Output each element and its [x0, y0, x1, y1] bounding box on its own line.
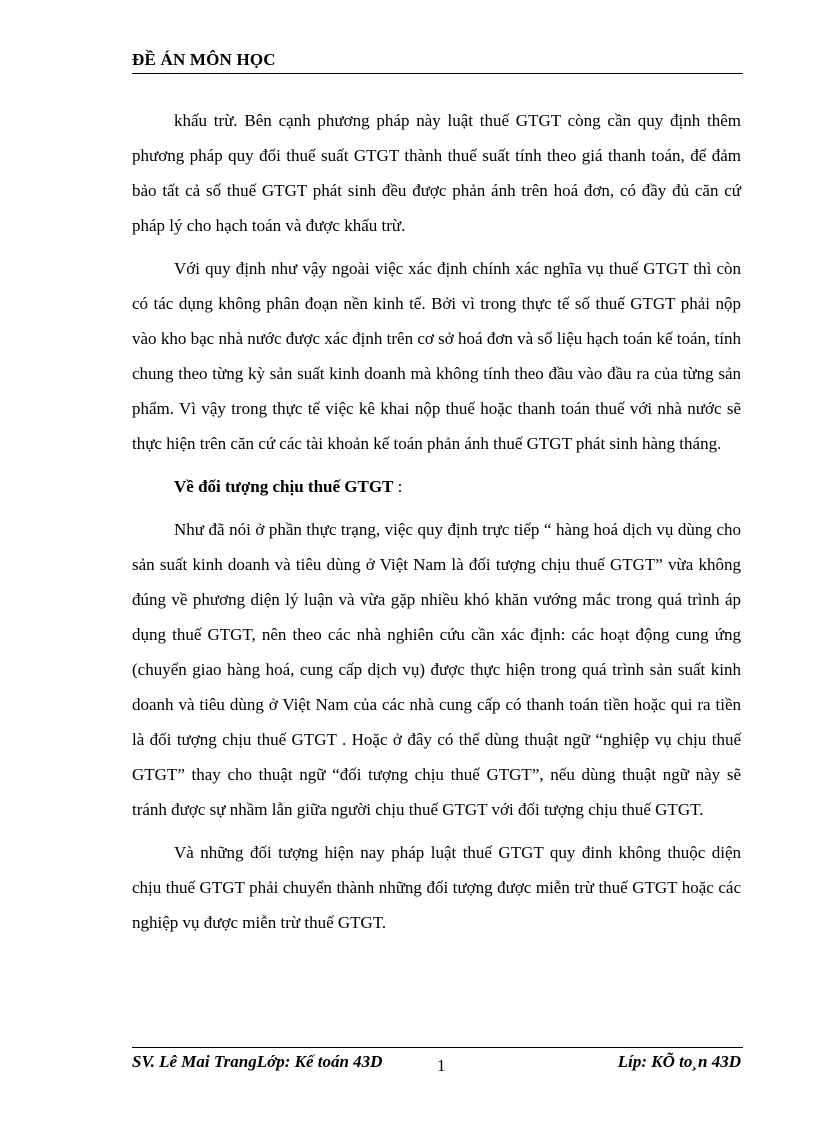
page-number: 1 — [437, 1056, 446, 1075]
footer-class-info: Líp: KÕ to¸n 43D — [617, 1052, 741, 1071]
document-body — [132, 103, 741, 948]
footer-divider — [132, 1047, 743, 1048]
header-divider — [132, 73, 743, 74]
section-heading-colon: : — [393, 477, 403, 496]
paragraph-1: khấu trừ. Bên cạnh phương pháp này luật thuế GTGT còng cần quy định thêm phương pháp quy đổi thuế suất GTGT thành thuế suất tính theo giá thanh toán, để đảm bảo tất cả số thuế GTGT phát sinh đều được phản ánh trên hoá đơn, có đầy đủ căn cứ pháp lý cho hạch toán và được khấu trừ. — [132, 111, 741, 235]
section-heading — [132, 469, 741, 504]
section-heading-text: Về đối tượng chịu thuế GTGT — [174, 477, 394, 496]
document-header-title: ĐỀ ÁN MÔN HỌC — [132, 50, 276, 69]
paragraph-3: Như đã nói ở phần thực trạng, việc quy định trực tiếp “ hàng hoá dịch vụ dùng cho sản suất kinh doanh và tiêu dùng ở Việt Nam là đối tượng chịu thuế GTGT” vừa không đúng về phương diện lý luận và vừa gặp nhiều khó khăn vướng mắc trong quá trình áp dụng thuế GTGT, nên theo các nhà nghiên cứu cần xác định: các hoạt động cung ứng (chuyển giao hàng hoá, cung cấp dịch vụ) được thực hiện trong quá trình sản suất kinh doanh và tiêu dùng ở Việt Nam của các nhà cung cấp có thanh toán tiền hoặc qui ra tiền là đối tượng chịu thuế GTGT . Hoặc ở đây có thể dùng thuật ngữ “nghiệp vụ chịu thuế GTGT” thay cho thuật ngữ “đối tượng chịu thuế GTGT”, nếu dùng thuật ngữ này sẽ tránh được sự nhầm lẫn giữa người chịu thuế GTGT với đối tượng chịu thuế GTGT. — [132, 520, 741, 819]
document-footer — [132, 1052, 743, 1078]
paragraph-4: Và những đối tượng hiện nay pháp luật thuế GTGT quy đinh không thuộc diện chịu thuế GTGT phải chuyển thành những đối tượng được miễn trừ thuế GTGT hoặc các nghiệp vụ được miễn trừ thuế GTGT. — [132, 843, 741, 932]
footer-student-info: SV. Lê Mai TrangLớp: Kế toán 43D — [132, 1052, 383, 1071]
paragraph-2: Với quy định như vậy ngoài việc xác định chính xác nghĩa vụ thuế GTGT thì còn có tác dụng không phân đoạn nền kinh tế. Bởi vì trong thực tế số thuế GTGT phải nộp vào kho bạc nhà nước được xác định trên cơ sở hoá đơn và số liệu hạch toán kế toán, tính chung theo từng kỳ sản suất kinh doanh mà không tính theo đầu vào đầu ra của từng sản phẩm. Vì vậy trong thực tế việc kê khai nộp thuế hoặc thanh toán thuế với nhà nước sẽ thực hiện trên căn cứ các tài khoản kế toán phản ánh thuế GTGT phát sinh hàng tháng. — [132, 259, 741, 453]
